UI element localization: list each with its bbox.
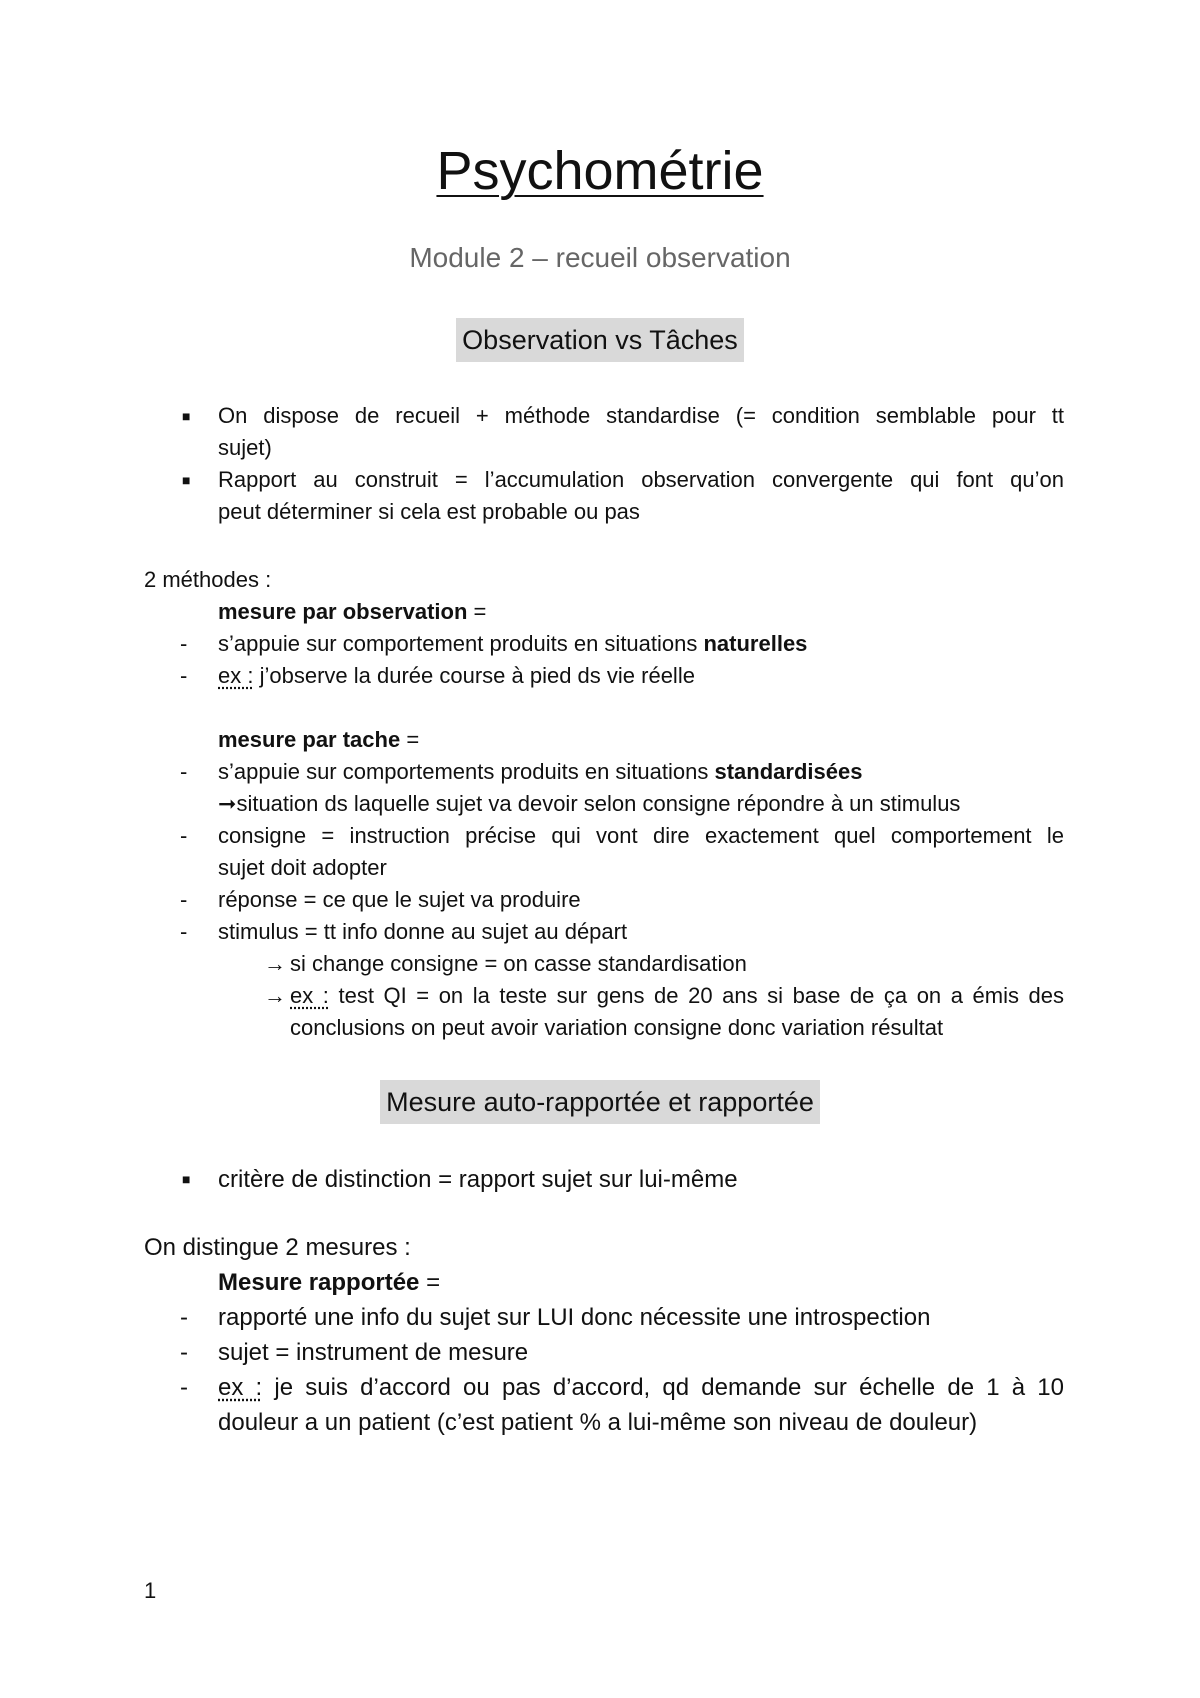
section-heading-label: Observation vs Tâches (456, 318, 744, 362)
square-bullet-icon: ■ (182, 408, 191, 424)
dash-item: - stimulus = tt info donne au sujet au départ (144, 916, 1064, 948)
measure-label: Mesure rapportée = (218, 1269, 441, 1296)
dash-bullet-icon: - (180, 1339, 188, 1366)
dash-item: - s’appuie sur comportement produits en situations naturelles (144, 628, 1064, 660)
dash-item: - consigne = instruction précise qui vont dire exactement quel comportement le (144, 820, 1064, 852)
dash-item: - sujet = instrument de mesure (144, 1335, 1064, 1370)
sub-arrow-item-continuation: conclusions on peut avoir variation consigne donc variation résultat (290, 1015, 944, 1040)
sub-arrow-item: → ex : test QI = on la teste sur gens de 20 ans si base de ça on a émis des (144, 980, 1064, 1012)
bold-arrow-icon: ➞ (218, 791, 237, 816)
dash-item: - ex : j’observe la durée course à pied ds vie réelle (144, 660, 1064, 692)
dash-item: - s’appuie sur comportements produits en situations standardisées (144, 756, 1064, 788)
bullet-item: ■ critère de distinction = rapport sujet sur lui-même (144, 1162, 1064, 1197)
arrow-item: ➞situation ds laquelle sujet va devoir selon consigne répondre à un stimulus (218, 791, 961, 816)
dash-bullet-icon: - (180, 823, 188, 848)
dash-item: - réponse = ce que le sujet va produire (144, 884, 1064, 916)
dash-bullet-icon: - (180, 631, 188, 656)
sub-arrow-item: → si change consigne = on casse standardisation (144, 948, 1064, 980)
bullet-item-continuation: peut déterminer si cela est probable ou pas (218, 499, 640, 524)
bullet-item-continuation: sujet) (218, 435, 272, 460)
document-subtitle: Module 2 – recueil observation (409, 242, 791, 273)
method-label: mesure par observation = (218, 599, 487, 624)
document-title: Psychométrie (436, 141, 764, 201)
bullet-item: ■ On dispose de recueil + méthode standardise (= condition semblable pour tt (144, 400, 1064, 432)
dash-bullet-icon: - (180, 759, 188, 784)
dash-bullet-icon: - (180, 663, 188, 688)
section-heading-auto-rapportee (0, 1080, 1200, 1124)
dash-item-continuation: douleur a un patient (c’est patient % a lui-même son niveau de douleur) (218, 1409, 978, 1436)
section-observation-body (144, 400, 1064, 1044)
arrow-right-icon: → (264, 951, 286, 976)
section-auto-rapportee-body (144, 1162, 1064, 1440)
square-bullet-icon: ■ (182, 1171, 191, 1187)
dash-item: - rapporté une info du sujet sur LUI donc nécessite une introspection (144, 1300, 1064, 1335)
arrow-right-icon: → (264, 983, 286, 1008)
section-heading-label: Mesure auto-rapportée et rapportée (380, 1080, 820, 1124)
measures-intro: On distingue 2 mesures : (144, 1234, 411, 1261)
bullet-item: ■ Rapport au construit = l’accumulation observation convergente qui font qu’on (144, 464, 1064, 496)
page-number: 1 (144, 1578, 157, 1603)
dash-bullet-icon: - (180, 887, 188, 912)
methods-intro: 2 méthodes : (144, 567, 272, 592)
dash-bullet-icon: - (180, 1304, 188, 1331)
dash-bullet-icon: - (180, 1374, 188, 1401)
dash-item-continuation: sujet doit adopter (218, 855, 387, 880)
method-label: mesure par tache = (218, 727, 420, 752)
dash-bullet-icon: - (180, 919, 188, 944)
section-heading-observation (0, 318, 1200, 362)
square-bullet-icon: ■ (182, 472, 191, 488)
dash-item: - ex : je suis d’accord ou pas d’accord, qd demande sur échelle de 1 à 10 (144, 1370, 1064, 1405)
